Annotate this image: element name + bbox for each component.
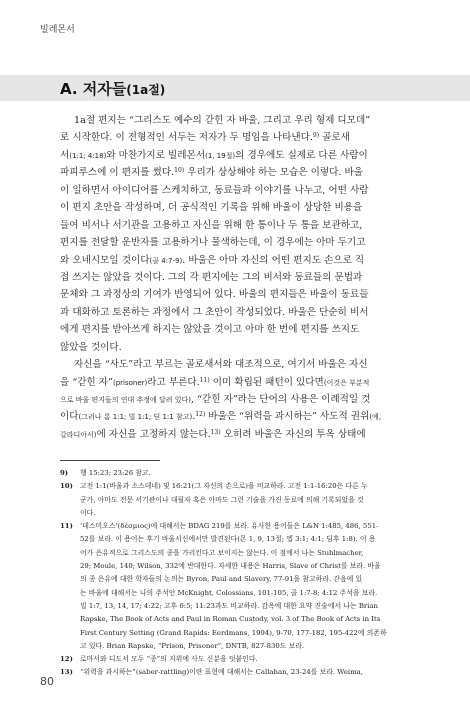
footnote-text — [80, 480, 432, 520]
reference-note: (그러나 롬 1:1; 빌 1:1; 딛 1:1 참고) — [78, 413, 193, 422]
body-text-run: 와 마찬가지로 빌레몬서 — [106, 149, 206, 161]
body-line — [60, 129, 432, 146]
body-text-run: 문체와 그 과정상의 기여가 반영되어 있다. 바울의 편지들은 바울이 동료들 — [60, 289, 369, 301]
footnote-line: 어가 은유적으로 그리스도의 종을 가리킨다고 보이지는 않는다. 이 점에서 나는 Stuhlmacher, — [80, 548, 364, 557]
footnote-rule — [60, 460, 160, 461]
body-line — [60, 199, 432, 216]
body-line — [60, 182, 432, 199]
body-line — [60, 112, 432, 129]
footnote-line: First Century Setting (Grand Rapids: Eerdmans, 1994), 9-70, 177-182, 195-422에 의존하 — [80, 628, 387, 637]
body-text-run: 않았을 것이다. — [60, 341, 122, 353]
footnote-line: 29; Moule, 140; Wilson, 332에 반대한다. 자세한 내용은 Harris, Slave of Christ를 보라. 바울 — [80, 562, 381, 571]
body-line — [60, 321, 432, 338]
body-line — [60, 252, 432, 269]
footnote-marker: 13) — [210, 428, 221, 436]
footnote-line: 52를 보라. 이 용어는 후기 바울서신에서만 발견된다(몬 1, 9, 13절; 엡 3:1; 4:1; 딤후 1:8). 이 용 — [80, 535, 376, 544]
body-line — [60, 391, 432, 408]
reference-note: (예, — [369, 413, 382, 422]
section-heading — [60, 78, 165, 99]
reference-note: (1:1; 4:18) — [69, 151, 107, 160]
body-text-run: . — [192, 411, 196, 423]
body-text-run: 오히려 바울은 자신의 투옥 상태에 — [220, 428, 366, 440]
footnote — [60, 520, 432, 653]
reference-note: 갈라디아서) — [60, 430, 97, 439]
footnote-line: Rapske, The Book of Acts and Paul in Roman Custody, vol. 3 of The Book of Acts in Its — [80, 615, 381, 624]
footnote-line: 고 있다. Brian Rapske, “Prison, Prisoner”, DNTB, 827-830도 보라. — [80, 641, 305, 650]
body-text-run: 이 편지 초안을 작성하며, 더 공식적인 기록을 위해 바울이 상당한 비용을 — [60, 202, 363, 214]
footnote-line: ‘데스미오스’(δέσμιος)에 대해서는 BDAG 219를 보라. 유사한 용어들은 L&N 1:485, 486, 551- — [80, 522, 379, 531]
footnote — [60, 653, 432, 666]
body-line — [60, 147, 432, 164]
body-text-run: 와 오네시모일 것이다 — [60, 254, 150, 266]
footnote-line: 의 종 은유에 대한 학자들의 논의는 Byron, Paul and Slavery, 77-91을 참고하라. 갇음에 있 — [80, 575, 363, 584]
section-heading-title: A. 저자들 — [60, 80, 127, 98]
footnote-marker: 10) — [174, 167, 185, 175]
body-text-run: 골로새 — [319, 132, 350, 144]
body-line — [60, 269, 432, 286]
footnote-line: 행 15:23; 23:26 참고. — [80, 469, 151, 477]
body-line — [60, 356, 432, 373]
body-text — [60, 112, 432, 443]
body-text-run: 로 시작한다. 이 전형적인 서두는 저자가 두 명임을 나타낸다. — [60, 132, 313, 144]
body-line — [60, 304, 432, 321]
body-text-run: 서 — [60, 149, 70, 161]
footnote-marker: 12) — [195, 411, 206, 419]
body-line — [60, 426, 432, 443]
footnote-line: 이다. — [80, 508, 96, 517]
footnote-line: 군가, 아마도 전문 서기관이나 대필자 혹은 아마도 그런 기술을 가진 동료에 의해 기록되었을 것 — [80, 495, 364, 504]
footnote-marker: 11) — [199, 376, 210, 384]
body-text-run: 바울은 “위력을 과시하는” 사도적 권위 — [205, 411, 370, 423]
body-text-run: 이다 — [60, 411, 79, 423]
body-text-run: 접 쓰지는 않았을 것이다. 그의 각 편지에는 그의 비서와 동료들의 문법과 — [60, 271, 363, 283]
footnote — [60, 467, 432, 480]
footnote-number: 13) — [60, 668, 73, 677]
body-line — [60, 234, 432, 251]
reference-note: (prisoner) — [112, 378, 148, 387]
reference-note: 으로 바울 편지들의 연대 추정에 달려 있다) — [60, 396, 192, 404]
footnote-number: 10) — [60, 482, 73, 491]
page-number: 80 — [40, 675, 54, 688]
footnote-number: 9) — [60, 469, 69, 477]
body-line — [60, 164, 432, 181]
footnote-text — [80, 653, 432, 666]
footnote-line: 는 바울에 대해서는 나의 주석인 McKnight, Colossians, 101-105, 골 1:7-8; 4:12 주석을 보라. — [80, 588, 378, 597]
body-line — [60, 374, 432, 391]
footnote-text — [80, 520, 432, 653]
body-text-run: 라고 부른다. — [147, 376, 200, 388]
body-text-run: 우리가 상상해야 하는 모습은 이렇다. 바울 — [184, 167, 364, 179]
section-heading-verse: (1a절) — [126, 83, 166, 97]
footnote-number: 11) — [60, 522, 73, 531]
body-text-run: 이미 확립된 패턴이 있다면 — [209, 376, 324, 388]
footnote-line: 빌 1:7, 13, 14, 17; 4:22; 고후 6:5; 11:23과도 비교하라. 감옥에 대한 요약 진술에서 나는 Brian — [80, 601, 378, 610]
footnote-line: 고전 1:1(바울과 소스데네) 및 16:21(그 자신의 손으로)을 비교하라. 고전 1:1-16:20은 다른 누 — [80, 482, 368, 491]
footnote-line: 로마서와 디도서 모두 “종”의 지위에 사도 신분을 덧붙인다. — [80, 655, 258, 664]
footnote-text — [80, 467, 432, 480]
body-line — [60, 286, 432, 303]
footnote — [60, 480, 432, 520]
body-text-run: 파피루스에 이 편지를 썼다. — [60, 167, 175, 179]
body-text-run: 에게 편지를 받아쓰게 하지는 않았을 것이고 아마 한 번에 편지를 쓰지도 — [60, 324, 360, 336]
body-text-run: . 바울은 아마 자신의 어떤 편지도 손으로 직 — [182, 254, 365, 266]
footnote-line: “위력을 과시하는”(saber-rattling)이란 표현에 대해서는 Callahan, 23-24를 보라. Weima, — [80, 668, 363, 677]
body-text-run: , “갇힌 자”라는 단어의 사용은 이례적일 것 — [191, 394, 371, 405]
body-line — [60, 217, 432, 234]
body-text-run: 에 자신을 고정하지 않는다. — [96, 428, 211, 440]
footnote-marker: 9) — [312, 132, 320, 140]
body-text-run: 1a절 편지는 “그리스도 예수의 갇힌 자 바울, 그리고 우리 형제 디모데” — [74, 115, 371, 126]
body-text-run: 과 대화하고 토론하는 과정에서 그 초안이 작성되었다. 바울은 단순히 비서 — [60, 306, 369, 318]
footnote — [60, 666, 432, 679]
running-head: 빌레몬서 — [40, 25, 75, 35]
footnotes — [60, 467, 432, 680]
body-text-run: 을 “갇힌 자” — [60, 376, 113, 388]
body-line — [60, 408, 432, 425]
body-line — [60, 339, 432, 356]
body-text-run: 편지를 전달할 운반자를 고용하거나 물색하는데, 이 경우에는 아마 두기고 — [60, 237, 366, 249]
reference-note: (골 4:7-9) — [149, 256, 183, 265]
reference-note: (1, 19절) — [205, 151, 236, 160]
body-text-run: 자신을 “사도”라고 부르는 골로새서와 대조적으로, 여기서 바울은 자신 — [74, 359, 368, 371]
body-text-run: 이 일하면서 아이디어를 스케치하고, 동료들과 이야기를 나누고, 어떤 사람 — [60, 184, 369, 196]
footnote-number: 12) — [60, 655, 73, 664]
body-text-run: 의 경우에도 실제로 다른 사람이 — [235, 149, 368, 161]
body-text-run: 들여 비서나 서기관을 고용하고 자신을 위해 한 통이나 두 통을 보관하고, — [60, 219, 363, 231]
reference-note: (이것은 부분적 — [323, 378, 370, 387]
footnote-text — [80, 666, 432, 679]
